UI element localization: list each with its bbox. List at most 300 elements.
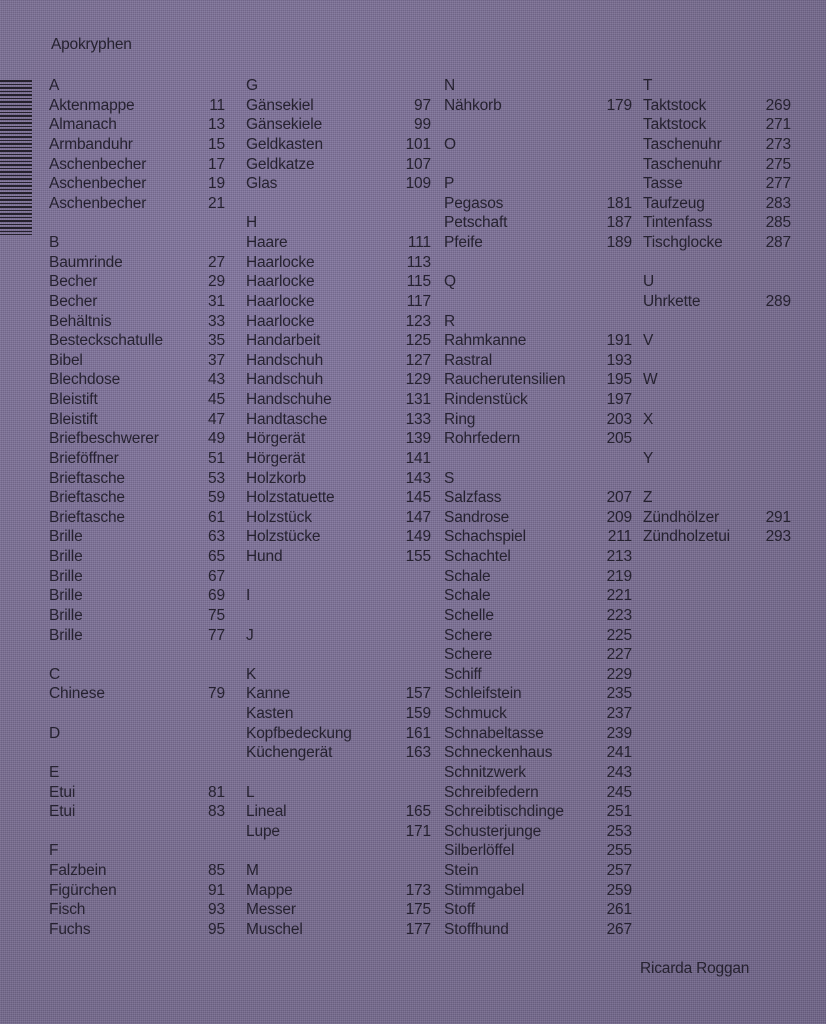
entry-page-number: 93 xyxy=(208,901,225,919)
index-letter-heading xyxy=(246,213,431,233)
entry-name: Lineal xyxy=(246,803,287,821)
entry-page-number: 101 xyxy=(405,135,431,153)
entry-name: Lupe xyxy=(246,822,280,840)
entry-name: Brieföffner xyxy=(49,449,119,467)
entry-name: Zündholzetui xyxy=(643,528,730,546)
entry-name: Geldkasten xyxy=(246,135,323,153)
entry-name: Handarbeit xyxy=(246,332,321,350)
index-spacer xyxy=(246,567,431,587)
entry-page-number: 31 xyxy=(208,292,225,310)
entry-page-number: 115 xyxy=(406,273,431,291)
entry-name: Figürchen xyxy=(49,881,117,899)
entry-name: Blechdose xyxy=(49,371,121,389)
index-entry xyxy=(49,783,225,803)
entry-name: Becher xyxy=(49,292,98,310)
entry-name: Nähkorb xyxy=(444,96,502,114)
index-spacer xyxy=(444,115,632,135)
entry-page-number: 145 xyxy=(405,489,431,507)
letter-label: X xyxy=(643,410,654,428)
entry-page-number: 149 xyxy=(405,528,431,546)
entry-page-number: 163 xyxy=(405,744,431,762)
index-letter-heading xyxy=(643,331,791,351)
entry-name: Schusterjunge xyxy=(444,822,542,840)
index-entry xyxy=(49,449,225,469)
index-entry xyxy=(643,135,791,155)
entry-page-number: 63 xyxy=(208,528,225,546)
entry-name: Taschenuhr xyxy=(643,155,722,173)
index-letter-heading xyxy=(643,370,791,390)
index-entry xyxy=(444,881,632,901)
entry-page-number: 29 xyxy=(208,273,225,291)
entry-page-number: 33 xyxy=(208,312,225,330)
entry-page-number: 111 xyxy=(407,234,431,251)
entry-name: Stimmgabel xyxy=(444,881,525,899)
entry-name: Brieftasche xyxy=(49,489,125,507)
entry-name: Schnitzwerk xyxy=(444,763,526,781)
index-spacer xyxy=(444,253,632,273)
index-spacer xyxy=(246,606,431,626)
letter-label: I xyxy=(246,587,251,605)
entry-page-number: 181 xyxy=(606,194,632,212)
index-entry xyxy=(246,331,431,351)
entry-name: Gänsekiel xyxy=(246,96,314,114)
entry-page-number: 117 xyxy=(406,292,431,310)
index-entry xyxy=(49,626,225,646)
index-spacer xyxy=(643,312,791,332)
index-entry xyxy=(49,292,225,312)
entry-page-number: 139 xyxy=(405,430,431,448)
index-letter-heading xyxy=(49,76,225,96)
entry-page-number: 109 xyxy=(405,175,431,193)
entry-page-number: 147 xyxy=(405,508,431,526)
entry-page-number: 97 xyxy=(414,96,431,114)
entry-name: Aschenbecher xyxy=(49,175,147,193)
entry-page-number: 259 xyxy=(606,881,632,899)
entry-page-number: 27 xyxy=(208,253,225,271)
letter-label: D xyxy=(49,724,61,742)
entry-name: Schiff xyxy=(444,665,482,683)
entry-name: Brille xyxy=(49,548,83,565)
entry-page-number: 37 xyxy=(208,351,225,369)
entry-name: Aschenbecher xyxy=(49,155,147,173)
index-letter-heading xyxy=(246,586,431,606)
entry-page-number: 81 xyxy=(208,783,225,801)
entry-name: Haarlocke xyxy=(246,253,315,271)
index-entry xyxy=(444,390,632,410)
index-spacer xyxy=(49,822,225,842)
entry-name: Glas xyxy=(246,175,278,193)
entry-page-number: 107 xyxy=(405,155,431,173)
index-spacer xyxy=(49,213,225,233)
entry-page-number: 67 xyxy=(208,567,225,585)
index-entry xyxy=(49,802,225,822)
entry-page-number: 43 xyxy=(208,371,225,389)
entry-page-number: 49 xyxy=(208,430,225,448)
index-entry xyxy=(444,488,632,508)
entry-page-number: 125 xyxy=(405,332,431,350)
index-entry xyxy=(444,370,632,390)
entry-name: Haarlocke xyxy=(246,292,315,310)
letter-label: H xyxy=(246,214,258,232)
entry-page-number: 225 xyxy=(606,626,632,644)
entry-page-number: 239 xyxy=(606,724,632,742)
entry-page-number: 99 xyxy=(414,116,431,134)
entry-page-number: 161 xyxy=(405,724,431,742)
index-letter-heading xyxy=(246,76,431,96)
index-entry xyxy=(246,115,431,135)
entry-page-number: 191 xyxy=(606,332,632,350)
entry-page-number: 21 xyxy=(208,194,225,212)
entry-page-number: 203 xyxy=(606,410,632,428)
index-entry xyxy=(444,626,632,646)
entry-name: Küchengerät xyxy=(246,744,333,762)
entry-page-number: 143 xyxy=(405,469,431,487)
index-spacer xyxy=(49,645,225,665)
entry-name: Etui xyxy=(49,803,76,821)
index-entry xyxy=(246,449,431,469)
index-spacer xyxy=(643,390,791,410)
entry-page-number: 13 xyxy=(208,116,225,134)
entry-page-number: 277 xyxy=(765,175,791,193)
index-entry xyxy=(246,410,431,430)
entry-name: Hörgerät xyxy=(246,449,306,467)
entry-page-number: 165 xyxy=(405,803,431,821)
entry-page-number: 245 xyxy=(606,783,632,801)
index-letter-heading xyxy=(49,233,225,253)
entry-name: Chinese xyxy=(49,685,105,703)
entry-page-number: 237 xyxy=(606,705,632,722)
entry-page-number: 275 xyxy=(765,155,791,173)
entry-page-number: 293 xyxy=(765,528,791,546)
entry-page-number: 187 xyxy=(606,214,632,232)
entry-name: Handschuh xyxy=(246,351,324,369)
entry-page-number: 127 xyxy=(405,351,431,369)
entry-page-number: 75 xyxy=(208,606,225,624)
index-letter-heading xyxy=(444,312,632,332)
index-letter-heading xyxy=(643,76,791,96)
entry-page-number: 133 xyxy=(405,410,431,428)
entry-page-number: 211 xyxy=(607,528,632,546)
index-entry xyxy=(246,174,431,194)
index-entry xyxy=(643,96,791,116)
index-spacer xyxy=(49,704,225,724)
entry-name: Hund xyxy=(246,548,283,565)
entry-name: Rindenstück xyxy=(444,391,528,408)
entry-page-number: 91 xyxy=(208,881,225,899)
letter-label: K xyxy=(246,665,257,683)
letter-label: S xyxy=(444,469,455,487)
index-entry xyxy=(643,292,791,312)
index-entry xyxy=(246,704,431,724)
entry-name: Hörgerät xyxy=(246,430,306,448)
index-entry xyxy=(49,253,225,273)
entry-name: Taktstock xyxy=(643,96,707,114)
index-entry xyxy=(444,527,632,547)
entry-name: Armbanduhr xyxy=(49,135,133,153)
letter-label: L xyxy=(246,783,255,801)
index-entry xyxy=(246,233,431,253)
entry-page-number: 261 xyxy=(606,901,632,919)
entry-page-number: 159 xyxy=(405,705,431,722)
index-spacer xyxy=(246,841,431,861)
entry-name: Besteckschatulle xyxy=(49,332,163,350)
index-entry xyxy=(444,861,632,881)
index-entry xyxy=(444,429,632,449)
index-letter-heading xyxy=(643,449,791,469)
entry-page-number: 189 xyxy=(606,234,632,251)
entry-page-number: 19 xyxy=(208,175,225,193)
entry-name: Salzfass xyxy=(444,489,502,507)
index-spacer xyxy=(444,449,632,469)
entry-page-number: 227 xyxy=(606,646,632,664)
entry-name: Kasten xyxy=(246,705,294,722)
entry-name: Taschenuhr xyxy=(643,135,722,153)
index-spacer xyxy=(49,743,225,763)
entry-page-number: 131 xyxy=(405,391,431,408)
index-entry xyxy=(444,763,632,783)
letter-label: P xyxy=(444,175,455,193)
entry-name: Messer xyxy=(246,901,296,919)
index-entry xyxy=(444,567,632,587)
letter-label: N xyxy=(444,77,456,94)
entry-name: Almanach xyxy=(49,116,117,134)
letter-label: A xyxy=(49,77,60,94)
entry-name: Rohrfedern xyxy=(444,430,521,448)
letter-label: G xyxy=(246,77,258,94)
entry-page-number: 285 xyxy=(765,214,791,232)
index-entry xyxy=(444,684,632,704)
entry-name: Handschuhe xyxy=(246,391,332,408)
index-entry xyxy=(444,508,632,528)
entry-page-number: 83 xyxy=(208,803,225,821)
index-spacer xyxy=(246,194,431,214)
index-entry xyxy=(444,743,632,763)
index-entry xyxy=(444,841,632,861)
entry-name: Brille xyxy=(49,587,83,605)
entry-page-number: 53 xyxy=(208,469,225,487)
index-entry xyxy=(246,253,431,273)
index-letter-heading xyxy=(444,135,632,155)
entry-name: Haarlocke xyxy=(246,312,315,330)
index-column-1 xyxy=(49,76,225,940)
index-entry xyxy=(246,272,431,292)
index-entry xyxy=(444,724,632,744)
index-entry xyxy=(49,547,225,567)
letter-label: O xyxy=(444,135,456,153)
entry-name: Stoffhund xyxy=(444,920,509,938)
entry-page-number: 283 xyxy=(765,194,791,212)
entry-page-number: 251 xyxy=(606,803,632,821)
index-entry xyxy=(246,822,431,842)
entry-name: Silberlöffel xyxy=(444,842,515,860)
entry-page-number: 45 xyxy=(208,391,225,408)
index-spacer xyxy=(643,253,791,273)
book-title: Apokryphen xyxy=(51,36,132,53)
index-letter-heading xyxy=(246,626,431,646)
entry-name: Holzstücke xyxy=(246,528,321,546)
index-entry xyxy=(49,96,225,116)
index-entry xyxy=(246,312,431,332)
entry-page-number: 113 xyxy=(406,253,431,271)
entry-name: Muschel xyxy=(246,920,303,938)
entry-name: Gänsekiele xyxy=(246,116,323,134)
entry-page-number: 221 xyxy=(606,587,632,605)
entry-name: Schale xyxy=(444,587,491,605)
entry-name: Stein xyxy=(444,862,479,879)
index-entry xyxy=(444,822,632,842)
entry-page-number: 173 xyxy=(405,881,431,899)
entry-page-number: 207 xyxy=(606,489,632,507)
entry-name: Raucherutensilien xyxy=(444,371,566,389)
entry-name: Petschaft xyxy=(444,214,508,232)
entry-name: Schere xyxy=(444,626,493,644)
entry-name: Schreibtischdinge xyxy=(444,803,564,821)
letter-label: R xyxy=(444,312,456,330)
index-entry xyxy=(643,194,791,214)
entry-name: Tasse xyxy=(643,175,683,193)
entry-page-number: 61 xyxy=(208,508,225,526)
index-entry xyxy=(246,508,431,528)
entry-name: Uhrkette xyxy=(643,292,701,310)
entry-name: Holzkorb xyxy=(246,469,306,487)
entry-page-number: 129 xyxy=(405,371,431,389)
entry-page-number: 269 xyxy=(765,96,791,114)
index-entry xyxy=(246,527,431,547)
letter-label: T xyxy=(643,77,653,94)
entry-page-number: 141 xyxy=(405,449,431,467)
index-column-3 xyxy=(444,76,632,940)
entry-name: Brieftasche xyxy=(49,508,125,526)
entry-name: Handschuh xyxy=(246,371,324,389)
index-entry xyxy=(246,743,431,763)
entry-name: Falzbein xyxy=(49,862,107,879)
index-column-4 xyxy=(643,76,791,547)
index-letter-heading xyxy=(49,763,225,783)
entry-name: Schachspiel xyxy=(444,528,526,546)
entry-page-number: 17 xyxy=(208,155,225,173)
entry-name: Stoff xyxy=(444,901,475,919)
entry-page-number: 291 xyxy=(765,508,791,526)
letter-label: B xyxy=(49,234,60,251)
entry-name: Haarlocke xyxy=(246,273,315,291)
index-entry xyxy=(246,135,431,155)
index-entry xyxy=(246,724,431,744)
entry-name: Schelle xyxy=(444,606,494,624)
letter-label: Q xyxy=(444,273,456,291)
entry-name: Schnabeltasse xyxy=(444,724,544,742)
entry-name: Brille xyxy=(49,626,83,644)
index-entry xyxy=(246,488,431,508)
index-entry xyxy=(49,606,225,626)
index-entry xyxy=(444,194,632,214)
index-entry xyxy=(49,312,225,332)
entry-name: Brille xyxy=(49,606,83,624)
entry-page-number: 255 xyxy=(606,842,632,860)
entry-name: Ring xyxy=(444,410,476,428)
index-entry xyxy=(246,802,431,822)
entry-page-number: 273 xyxy=(765,135,791,153)
index-spacer xyxy=(246,763,431,783)
entry-page-number: 267 xyxy=(606,920,632,938)
entry-name: Handtasche xyxy=(246,410,328,428)
entry-page-number: 59 xyxy=(208,489,225,507)
entry-page-number: 85 xyxy=(208,862,225,879)
entry-name: Geldkatze xyxy=(246,155,315,173)
entry-name: Etui xyxy=(49,783,76,801)
entry-name: Schachtel xyxy=(444,548,511,565)
entry-name: Brille xyxy=(49,567,83,585)
entry-name: Baumrinde xyxy=(49,253,123,271)
entry-page-number: 287 xyxy=(765,234,791,251)
entry-name: Fuchs xyxy=(49,920,91,938)
entry-name: Becher xyxy=(49,273,98,291)
index-letter-heading xyxy=(49,841,225,861)
index-entry xyxy=(643,527,791,547)
entry-page-number: 223 xyxy=(606,606,632,624)
index-entry xyxy=(444,351,632,371)
index-entry xyxy=(246,96,431,116)
entry-page-number: 15 xyxy=(208,135,225,153)
entry-page-number: 213 xyxy=(606,548,632,565)
index-entry xyxy=(49,684,225,704)
letter-label: Z xyxy=(643,489,653,507)
entry-page-number: 179 xyxy=(606,96,632,114)
entry-name: Taktstock xyxy=(643,116,707,134)
entry-name: Mappe xyxy=(246,881,293,899)
entry-page-number: 253 xyxy=(606,822,632,840)
index-entry xyxy=(49,410,225,430)
entry-name: Schreibfedern xyxy=(444,783,539,801)
index-entry xyxy=(49,272,225,292)
entry-page-number: 243 xyxy=(606,763,632,781)
index-entry xyxy=(49,370,225,390)
index-entry xyxy=(49,331,225,351)
entry-page-number: 51 xyxy=(208,449,225,467)
entry-name: Brille xyxy=(49,528,83,546)
entry-page-number: 177 xyxy=(405,920,431,938)
index-entry xyxy=(49,390,225,410)
index-spacer xyxy=(246,645,431,665)
entry-page-number: 123 xyxy=(405,312,431,330)
index-letter-heading xyxy=(49,665,225,685)
entry-page-number: 95 xyxy=(208,920,225,938)
index-entry xyxy=(643,508,791,528)
entry-page-number: 209 xyxy=(606,508,632,526)
entry-name: Holzstück xyxy=(246,508,312,526)
index-spacer xyxy=(643,429,791,449)
entry-name: Brieftasche xyxy=(49,469,125,487)
entry-page-number: 205 xyxy=(606,430,632,448)
index-entry xyxy=(49,508,225,528)
index-entry xyxy=(246,370,431,390)
index-letter-heading xyxy=(444,76,632,96)
index-entry xyxy=(49,194,225,214)
entry-name: Behältnis xyxy=(49,312,112,330)
entry-name: Schere xyxy=(444,646,493,664)
entry-name: Kopfbedeckung xyxy=(246,724,352,742)
index-entry xyxy=(444,606,632,626)
entry-name: Pfeife xyxy=(444,234,483,251)
index-letter-heading xyxy=(643,410,791,430)
entry-page-number: 195 xyxy=(606,371,632,389)
entry-name: Kanne xyxy=(246,685,291,703)
index-entry xyxy=(444,586,632,606)
index-entry xyxy=(444,900,632,920)
entry-page-number: 69 xyxy=(208,587,225,605)
index-entry xyxy=(444,547,632,567)
entry-page-number: 229 xyxy=(606,665,632,683)
entry-name: Bleistift xyxy=(49,391,98,408)
